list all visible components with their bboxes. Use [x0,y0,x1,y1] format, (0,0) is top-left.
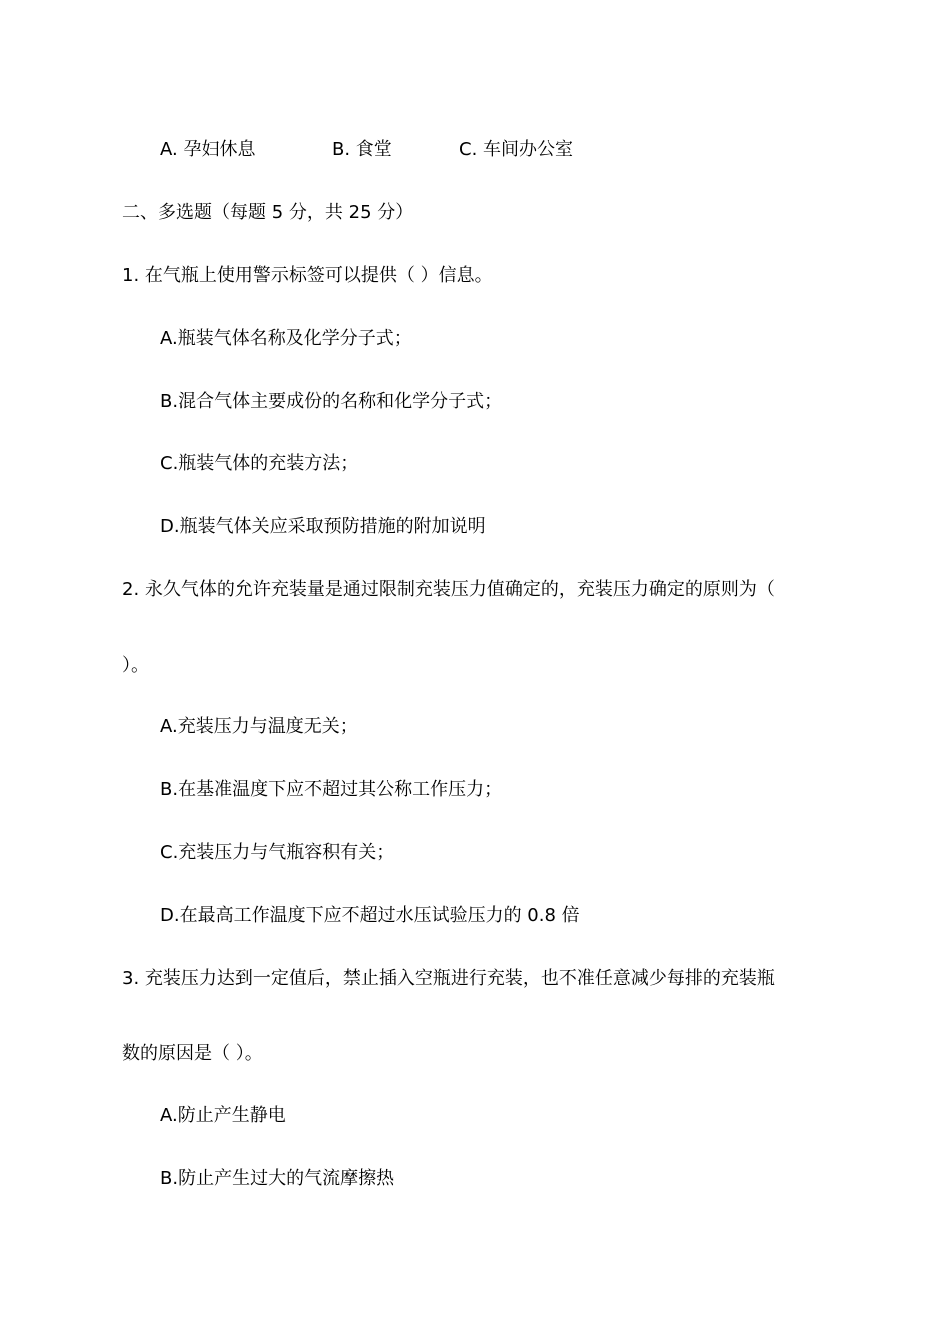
question-2-text-line2: ）。 [122,655,149,676]
question-1-text: 1. 在气瓶上使用警示标签可以提供（ ）信息。 [122,265,493,286]
top-option-c: C. 车间办公室 [459,139,574,160]
question-3-option-a: A.防止产生静电 [160,1105,286,1126]
question-1-option-b: B.混合气体主要成份的名称和化学分子式； [160,391,503,412]
top-option-b: B. 食堂 [332,139,392,160]
question-3-text-line2: 数的原因是（ ）。 [122,1043,263,1064]
question-2-option-a: A.充装压力与温度无关； [160,716,358,737]
question-3-option-b: B.防止产生过大的气流摩擦热 [160,1168,395,1189]
question-2-text-line1: 2. 永久气体的允许充装量是通过限制充装压力值确定的，充装压力确定的原则为（ [122,579,775,600]
question-2-option-d: D.在最高工作温度下应不超过水压试验压力的 0.8 倍 [160,905,580,926]
question-2-option-c: C.充装压力与气瓶容积有关； [160,842,395,863]
question-1-option-c: C.瓶装气体的充装方法； [160,453,359,474]
question-3-text-line1: 3. 充装压力达到一定值后，禁止插入空瓶进行充装，也不准任意减少每排的充装瓶 [122,968,775,989]
question-1-option-a: A.瓶装气体名称及化学分子式； [160,328,412,349]
question-1-option-d: D.瓶装气体关应采取预防措施的附加说明 [160,516,486,537]
question-2-option-b: B.在基准温度下应不超过其公称工作压力； [160,779,503,800]
section-heading: 二、多选题（每题 5 分，共 25 分） [122,202,414,223]
top-option-a: A. 孕妇休息 [160,139,256,160]
top-options-row [0,138,950,162]
